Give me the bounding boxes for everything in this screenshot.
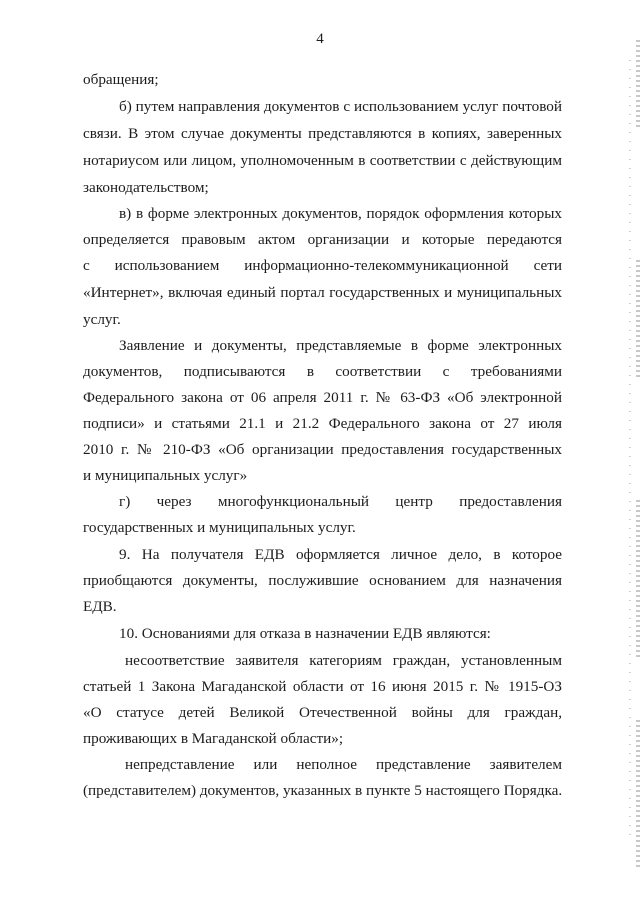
text-line: б) путем направления документов с использованием услуг почтовой [119,98,562,115]
text-line: определяется правовым актом организации и которые передаются [83,231,562,248]
scan-edge-dots [629,60,631,840]
scan-edge-mark [636,500,640,660]
text-line: «Интернет», включая единый портал государственных и муниципальных [83,284,562,301]
text-line: обращения; [83,71,159,88]
text-line: Заявление и документы, представляемые в форме электронных [119,337,562,354]
text-line: ЕДВ. [83,598,117,615]
text-line: непредставление или неполное представление заявителем [125,756,562,773]
text-line: подписи» и статьями 21.1 и 21.2 Федерального закона от 27 июля [83,415,562,432]
text-line: несоответствие заявителя категориям граждан, установленным [125,652,562,669]
text-line: государственных и муниципальных услуг. [83,519,356,536]
text-line: услуг. [83,311,121,328]
text-line: с использованием информационно-телекоммуникационной сети [83,257,562,274]
text-line: и муниципальных услуг» [83,467,248,484]
scan-edge-mark [636,40,640,130]
text-line: г) через многофункциональный центр предоставления [119,493,562,510]
text-line: связи. В этом случае документы представляются в копиях, заверенных [83,125,562,142]
scan-edge-mark [636,260,640,380]
text-line: приобщаются документы, послужившие основанием для назначения [83,572,562,589]
text-line: Федерального закона от 06 апреля 2011 г. № 63-ФЗ «Об электронной [83,389,562,406]
text-line: (представителем) документов, указанных в пункте 5 настоящего Порядка. [83,782,563,799]
text-line: статьей 1 Закона Магаданской области от 16 июня 2015 г. № 1915-ОЗ [83,678,562,695]
text-line: законодательством; [83,179,209,196]
text-line: 10. Основаниями для отказа в назначении ЕДВ являются: [119,625,491,642]
scan-edge-mark [636,720,640,870]
page-number: 4 [316,31,324,47]
text-line: «О статусе детей Великой Отечественной войны для граждан, [83,704,562,721]
text-line: документов, подписываются в соответствии с требованиями [83,363,562,380]
text-line: проживающих в Магаданской области»; [83,730,344,747]
text-line: 2010 г. № 210-ФЗ «Об организации предоставления государственных [83,441,562,458]
text-line: 9. На получателя ЕДВ оформляется личное дело, в которое [119,546,562,563]
text-line: нотариусом или лицом, уполномоченным в соответствии с действующим [83,152,562,169]
text-line: в) в форме электронных документов, порядок оформления которых [119,205,562,222]
